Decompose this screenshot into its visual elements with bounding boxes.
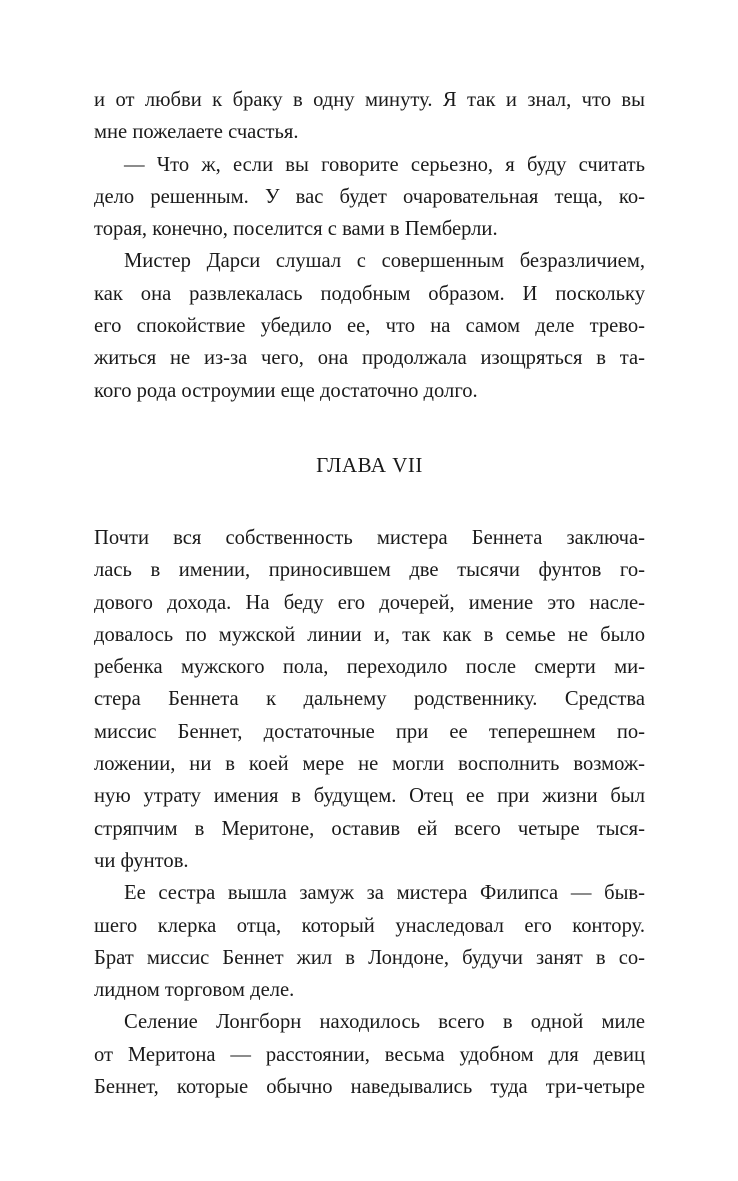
text-line: кого рода остроумии еще достаточно долго. (94, 379, 478, 402)
text-line: Брат миссис Беннет жил в Лондоне, будучи занят в со- (94, 946, 645, 969)
text-line: миссис Беннет, достаточные при ее теперешнем по- (94, 720, 645, 743)
text-line: — Что ж, если вы говорите серьезно, я буду считать (124, 153, 645, 176)
text-line: ребенка мужского пола, переходило после смерти ми- (94, 656, 645, 679)
text-line: ную утрату имения в будущем. Отец ее при жизни был (94, 785, 645, 808)
text-line: стряпчим в Меритоне, оставив ей всего четыре тыся- (94, 817, 645, 840)
text-line: его спокойствие убедило ее, что на самом деле трево- (94, 315, 645, 338)
text-line: лась в имении, приносившем две тысячи фунтов го- (94, 559, 645, 582)
text-line: дового дохода. На беду его дочерей, имение это насле- (94, 591, 645, 614)
text-line: Мистер Дарси слушал с совершенным безразличием, (124, 250, 645, 273)
text-line: ложении, ни в коей мере не могли восполнить возмож- (94, 753, 645, 776)
text-line: лидном торговом деле. (94, 979, 295, 1002)
text-line: мне пожелаете счастья. (94, 121, 299, 144)
text-line: житься не из-за чего, она продолжала изощряться в та- (94, 347, 645, 370)
text-line: Селение Лонгборн находилось всего в одной миле (124, 1011, 645, 1034)
text-line: чи фунтов. (94, 849, 189, 872)
text-line: Ее сестра вышла замуж за мистера Филипса — быв- (124, 882, 645, 905)
book-page (94, 84, 645, 1103)
text-line: Почти вся собственность мистера Беннета заключа- (94, 526, 645, 549)
text-line: торая, конечно, поселится с вами в Пемберли. (94, 218, 498, 241)
text-line: и от любви к браку в одну минуту. Я так и знал, что вы (94, 89, 645, 111)
text-line: стера Беннета к дальнему родственнику. Средства (94, 688, 645, 711)
text-line: как она развлекалась подобным образом. И поскольку (94, 282, 645, 305)
text-line: шего клерка отца, который унаследовал его контору. (94, 914, 645, 937)
text-line: от Меритона — расстоянии, весьма удобном для девиц (94, 1043, 645, 1066)
text-block-chapter (94, 522, 645, 1103)
text-line: довалось по мужской линии и, так как в семье не было (94, 623, 645, 646)
text-line: дело решенным. У вас будет очаровательная теща, ко- (94, 185, 645, 208)
chapter-heading: ГЛАВА VII (316, 452, 423, 477)
text-block-continuation (94, 84, 645, 407)
text-line: Беннет, которые обычно наведывались туда три-четыре (94, 1076, 645, 1099)
